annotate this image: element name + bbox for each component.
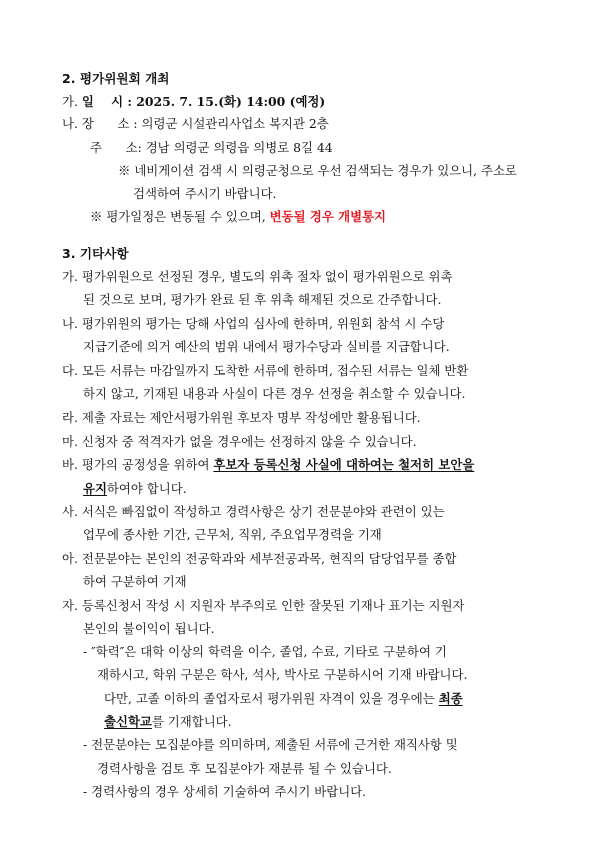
section-3-title: 3. 기타사항 [62,246,129,261]
item-ja-line-1: 자. 등록신청서 작성 시 지원자 부주의로 인한 잘못된 기재나 표기는 지원자 [62,598,465,613]
item-da-line-1: 다. 모든 서류는 마감일까지 도착한 서류에 한하며, 접수된 서류는 일체 반환 [62,363,469,378]
section-2-title: 2. 평가위원회 개최 [62,71,170,86]
item-ga-line-2: 된 것으로 보며, 평가가 완료 된 후 위촉 해제된 것으로 간주합니다. [83,292,442,307]
career-note: - 경력사항의 경우 상세히 기술하여 주시기 바랍니다. [83,784,367,799]
venue-value: 의령군 시설관리사업소 복지관 2층 [141,116,329,131]
final-school-emphasis: 최종 [438,691,463,706]
item-sa-line-2: 업무에 종사한 기간, 근무처, 직위, 주요업무경력을 기재 [83,527,382,542]
security-emphasis-end: 유지 [83,481,107,496]
individual-notice-emphasis: 변동될 경우 개별통지 [269,209,387,224]
item-na-line-1: 나. 평가위원의 평가는 당해 사업의 심사에 한하며, 위원회 참석 시 수당 [62,316,445,331]
item-ga-line-1: 가. 평가위원으로 선정된 경우, 별도의 위촉 절차 없이 평가위원으로 위촉 [62,269,453,284]
item-sa-line-1: 사. 서식은 빠짐없이 작성하고 경력사항은 상기 전문분야와 관련이 있는 [62,504,445,519]
schedule-note-text: ※ 평가일정은 변동될 수 있으며, [90,209,270,224]
item-ma: 마. 신청자 중 적격자가 없을 경우에는 선정하지 않을 수 있습니다. [62,434,417,449]
date-label: 일 시 : [81,94,137,109]
address-line [90,140,333,157]
education-note-text-end: 를 기재합니다. [151,714,232,729]
education-note-line-4 [104,714,232,731]
schedule-date-line [62,94,325,111]
venue-label: 장 소 : [81,116,142,131]
item-ba-line-2 [83,481,187,498]
education-note-line-1: - ″학력″은 대학 이상의 학력을 이수, 졸업, 수료, 기타로 구분하여 기 [83,644,447,659]
education-note-line-2: 재하시고, 학위 구분은 학사, 석사, 박사로 구분하시어 기재 바랍니다. [97,667,468,682]
item-ba-line-1 [62,457,474,474]
address-value: 경남 의령군 의령읍 의병로 8길 44 [145,140,333,155]
item-a-line-1: 아. 전문분야는 본인의 전공학과와 세부전공과목, 현직의 담당업무를 종합 [62,551,457,566]
navigation-note-line-1: ※ 네비게이션 검색 시 의령군청으로 우선 검색되는 경우가 있으니, 주소로 [118,163,517,178]
date-value: 2025. 7. 15.(화) 14:00 (예정) [136,94,326,109]
item-ba-text: 바. 평가의 공정성을 위하여 [62,457,214,472]
item-marker: 나. [62,116,78,131]
item-ja-line-2: 본인의 불이익이 됩니다. [83,621,215,636]
field-note-line-1: - 전문분야는 모집분야를 의미하며, 제출된 서류에 근거한 재직사항 및 [83,737,458,752]
item-na-line-2: 지급기준에 의거 예산의 범위 내에서 평가수당과 실비를 지급합니다. [83,339,450,354]
security-emphasis: 후보자 등록신청 사실에 대하여는 철저히 보안을 [213,457,475,472]
item-da-line-2: 하지 않고, 기재된 내용과 사실이 다른 경우 선정을 취소할 수 있습니다. [83,386,466,401]
venue-line [62,116,329,133]
item-ra: 라. 제출 자료는 제안서평가위원 후보자 명부 작성에만 활용됩니다. [62,410,421,425]
schedule-change-note [90,209,386,226]
education-note-line-3 [104,691,463,708]
item-a-line-2: 하여 구분하여 기재 [83,574,187,589]
education-note-text: 다만, 고졸 이하의 졸업자로서 평가위원 자격이 있을 경우에는 [104,691,439,706]
item-ba-text-end: 하여야 합니다. [106,481,187,496]
address-label: 주 소: [90,140,146,155]
field-note-line-2: 경력사항을 검토 후 모집분야가 재분류 될 수 있습니다. [97,761,392,776]
navigation-note-line-2: 검색하여 주시기 바랍니다. [133,186,277,201]
final-school-emphasis-end: 출신학교 [104,714,152,729]
item-marker: 가. [62,94,78,109]
